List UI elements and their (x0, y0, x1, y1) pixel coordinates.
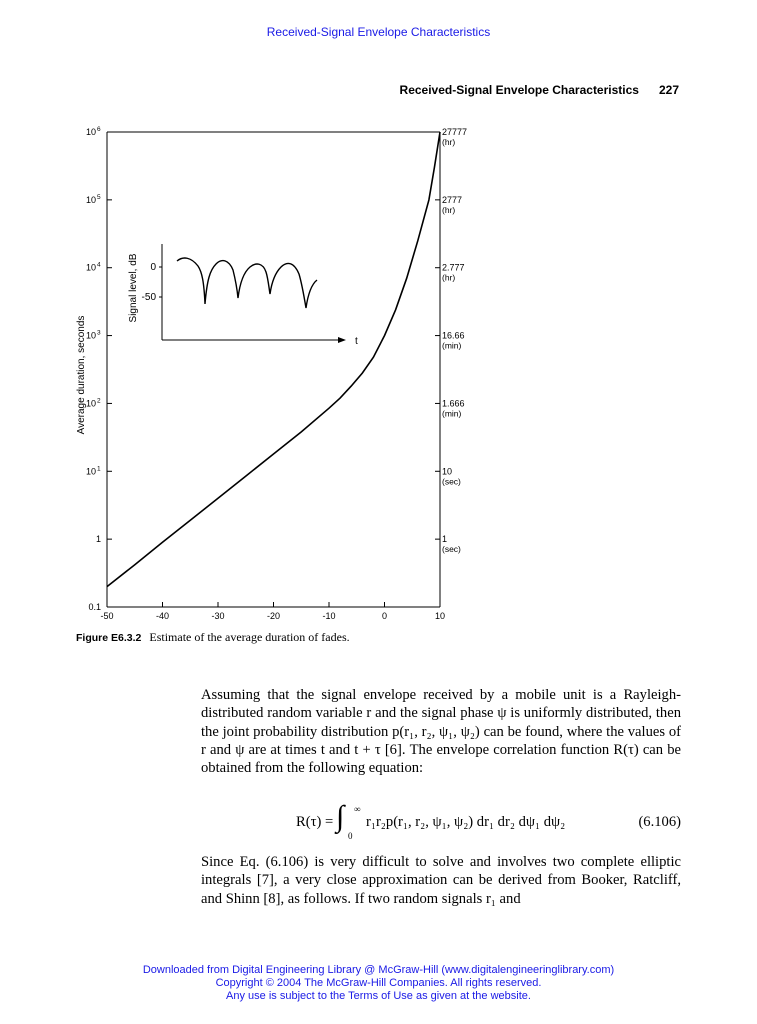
inset-x-arrow (338, 337, 346, 343)
y-axis-label: Average duration, seconds (76, 315, 87, 435)
download-footer[interactable] (0, 964, 757, 1003)
running-title: Received-Signal Envelope Characteristics (399, 83, 639, 97)
fade-duration-chart (70, 120, 490, 625)
x-tick-label-2: -30 (211, 611, 225, 621)
x-tick-label-6: 10 (434, 611, 446, 621)
right-tick-label-5: 10 (442, 466, 453, 477)
equation-lhs: R(τ) = (296, 814, 334, 830)
y-tick-exp-0: 6 (97, 126, 101, 133)
inset-y-label: Signal level, dB (128, 253, 139, 323)
fade-duration-curve (107, 132, 440, 587)
x-tick-label-4: -10 (322, 611, 336, 621)
integral-lower-limit: 0 (348, 831, 353, 841)
x-tick-label-5: 0 (381, 611, 388, 621)
right-tick-label-0: 27777 (442, 127, 468, 137)
y-tick-exp-5: 1 (97, 465, 101, 473)
right-tick-unit-2: (hr) (442, 272, 456, 283)
y-tick-exp-3: 3 (97, 329, 101, 337)
right-tick-label-3: 16.66 (442, 330, 465, 341)
top-link[interactable]: Received-Signal Envelope Characteristics (266, 25, 491, 39)
paragraph-1: Assuming that the signal envelope received by a mobile unit is a Rayleigh-distributed random variable r and the signal phase ψ is uniformly distributed, then the joint probability distribution p(r₁, r₂, ψ₁, ψ₂) can be found, where the values of r and ψ are at times t and t + τ [6]. The envelope correlation function R(τ) can be obtained from the following equation: (201, 687, 681, 777)
figure-caption (76, 630, 350, 645)
inset-tick-label-50: -50 (141, 292, 156, 303)
figure-caption-text: Estimate of the average duration of fades. (149, 630, 350, 644)
right-tick-unit-0: (hr) (442, 137, 456, 147)
footer-line-2: Copyright © 2004 The McGraw-Hill Companies. All rights reserved. (215, 977, 542, 989)
integral-sign: ∫ (336, 800, 345, 833)
y-tick-exp-2: 4 (97, 261, 101, 269)
paragraph-2: Since Eq. (6.106) is very difficult to solve and involves two complete elliptic integrals [7], a very close approximation can be derived from Booker, Ratcliff, and Shinn [8], as follows. If two random signals r₁ and (201, 854, 681, 907)
integral-upper-limit: ∞ (354, 804, 361, 814)
right-tick-unit-1: (hr) (442, 204, 456, 215)
x-tick-label-0: -50 (100, 611, 114, 621)
y-tick-label-7: 0.1 (88, 602, 101, 612)
y-tick-label-2: 10 (85, 262, 96, 273)
right-tick-unit-6: (sec) (442, 544, 461, 555)
inset-signal-plot (128, 244, 358, 347)
equation-number: (6.106) (638, 814, 681, 830)
plot-frame (107, 132, 440, 607)
footer-line-1[interactable]: Downloaded from Digital Engineering Library @ McGraw-Hill (www.digitalengineeringlibrary.com) (142, 964, 615, 976)
right-tick-label-4: 1.666 (442, 398, 465, 409)
right-tick-label-1: 2777 (442, 194, 463, 205)
y-tick-label-1: 10 (85, 194, 96, 205)
right-tick-unit-3: (min) (442, 340, 462, 351)
right-tick-label-6: 1 (442, 534, 448, 545)
right-tick-unit-4: (min) (442, 408, 462, 419)
running-head (400, 83, 679, 97)
right-tick-unit-5: (sec) (442, 476, 461, 487)
inset-fading-waveform (177, 258, 317, 308)
y-tick-label-6: 1 (95, 534, 101, 545)
page-number: 227 (658, 83, 679, 97)
y-tick-label-0: 10 (85, 127, 96, 137)
footer-line-3: Any use is subject to the Terms of Use as given at the website. (226, 990, 531, 1002)
inset-x-label: t (355, 336, 358, 347)
y-tick-label-3: 10 (85, 330, 96, 341)
right-tick-label-2: 2.777 (442, 262, 465, 273)
equation-6-106 (296, 800, 681, 844)
y-tick-exp-1: 5 (97, 193, 101, 201)
y-tick-exp-4: 2 (97, 397, 101, 405)
inset-tick-label-0: 0 (150, 262, 156, 273)
x-tick-label-3: -20 (266, 611, 281, 621)
equation-rhs: r₁r₂p(r₁, r₂, ψ₁, ψ₂) dr₁ dr₂ dψ₁ dψ₂ (366, 814, 566, 830)
y-tick-label-4: 10 (85, 398, 96, 409)
figure-label: Figure E6.3.2 (76, 632, 142, 644)
x-tick-label-1: -40 (155, 611, 170, 621)
y-tick-label-5: 10 (85, 466, 96, 477)
